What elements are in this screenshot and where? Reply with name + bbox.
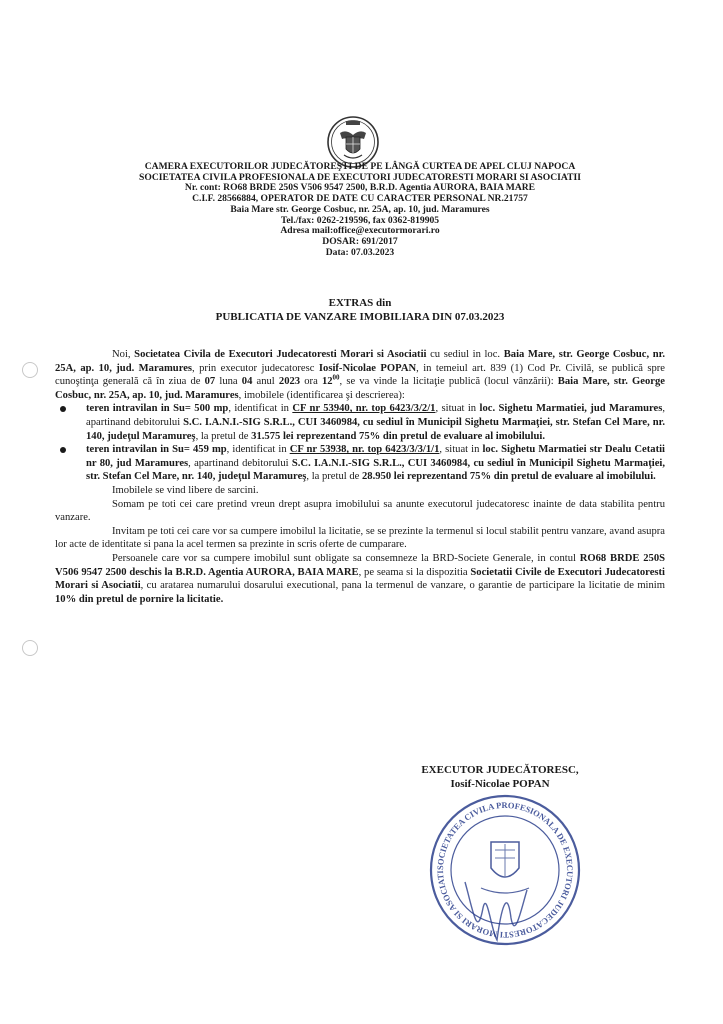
property-text: , situat in <box>439 444 483 456</box>
document-title <box>60 297 660 324</box>
intro-executor-name: Iosif-Nicolae POPAN <box>318 362 417 374</box>
bullet-icon <box>60 406 66 412</box>
guarantee-minimum: 10% din pretul de pornire la licitatie. <box>55 593 224 605</box>
guarantee-text: , pe seama si la dispozitia <box>358 566 471 578</box>
property-description: teren intravilan in Su= 459 mp <box>86 444 227 456</box>
intro-society: Societatea Civila de Executori Judecatoresti Morari si Asociatii <box>134 349 427 360</box>
intro-text: anul <box>252 376 279 388</box>
guarantee-society: Societatii Civile de Executori Judecatoresti Morari si Asociatii <box>55 566 665 592</box>
sale-year: 2023 <box>278 376 301 388</box>
property-item <box>55 402 665 443</box>
property-debtor: S.C. I.A.N.I.-SIG S.R.L., CUI 3460984, cu sediul în Municipil Sighetu Marmaţiei, str. Stefan Cel Mare, nr. 140, judeţul Maramureş <box>86 457 665 483</box>
letterhead <box>60 162 660 258</box>
guarantee-account: RO68 BRDE 250S V506 9547 2500 <box>55 552 666 578</box>
property-text: , la pretul de <box>195 430 252 442</box>
property-description: teren intravilan in Su= 500 mp <box>86 403 229 415</box>
title-line-publication: PUBLICATIA DE VANZARE IMOBILIARA DIN 07.03.2023 <box>215 310 505 323</box>
document-body <box>55 348 665 606</box>
letterhead-cif: C.I.F. 28566884, OPERATOR DE DATE CU CARACTER PERSONAL NR.21757 <box>192 193 528 205</box>
property-text: , situat in <box>435 403 480 415</box>
intro-text: , prin executor judecatoresc <box>192 362 319 374</box>
property-location: loc. Sighetu Marmatiei str Dealu Cetatii nr 80, jud Maramures <box>86 444 666 469</box>
summons-paragraph: Somam pe toti cei care pretind vreun drept asupra imobilului sa anunte executorul judecatoresc inainte de data stabilita pentru vanzare. <box>55 498 665 524</box>
property-text: , apartinand debitorului <box>86 403 666 428</box>
guarantee-bank: B.R.D. Agentia AURORA, BAIA MARE <box>175 566 359 578</box>
intro-paragraph <box>55 348 665 402</box>
property-item <box>55 443 665 484</box>
punch-hole <box>22 640 38 656</box>
invitation-paragraph: Invitam pe toti cei care vor sa cumpere imobilul la licitatie, se se prezinte la termenul si locul stabilit pentru vanzare, avand asupra lor acte de identitate si pana la acel termen sa prezinte in scris oferte de cumparare. <box>55 525 665 551</box>
property-text: , identificat in <box>228 403 293 415</box>
stamp-text: SOCIETATEA CIVILA PROFESIONALA DE EXECUTORI JUDECATORESTI MORARI SI ASOCIATI <box>434 799 576 941</box>
guarantee-text: , cu aratarea numarului dosarului executional, pana la termenul de vanzare, o garantie de participare la licitatie de minim <box>140 580 665 592</box>
intro-text: Noi, <box>112 349 135 360</box>
property-text: , la pretul de <box>306 471 362 483</box>
letterhead-address: Baia Mare str. George Cosbuc, nr. 25A, ap. 10, jud. Maramures <box>230 203 490 215</box>
letterhead-phone: Tel./fax: 0262-219596, fax 0362-819905 <box>280 214 440 226</box>
intro-text: luna <box>215 376 242 388</box>
punch-hole <box>22 362 38 378</box>
sale-minutes: 00 <box>332 373 340 382</box>
letterhead-email: Adresa mail:office@executormorari.ro <box>280 225 440 237</box>
encumbrance-paragraph: Imobilele se vind libere de sarcini. <box>112 484 259 496</box>
title-line-extras: EXTRAS din <box>328 297 392 309</box>
property-price: 31.575 lei reprezentand 75% din pretul de evaluare al imobilului. <box>251 430 545 442</box>
signature-block <box>395 764 605 791</box>
guarantee-text: deschis la <box>126 566 176 578</box>
property-text: , apartinand debitorului <box>188 457 292 469</box>
guarantee-text: Persoanele care vor sa cumpere imobilul sunt obligate sa consemneze la BRD-Societe Generale, in contul <box>112 552 580 564</box>
property-debtor: S.C. I.A.N.I.-SIG S.R.L., CUI 3460984, cu sediul în Municipil Sighetu Marmaţiei, str. Stefan Cel Mare, nr. 140, judeţul Maramureş <box>86 416 665 442</box>
property-text: , identificat in <box>226 444 290 456</box>
property-list <box>55 402 665 484</box>
property-land-register: CF nr 53940, nr. top 6423/3/2/1 <box>292 403 436 415</box>
case-number: DOSAR: 691/2017 <box>322 235 398 247</box>
sale-month: 04 <box>241 376 253 388</box>
property-land-register: CF nr 53938, nr. top 6423/3/3/1/1 <box>289 444 440 456</box>
property-price: 28.950 lei reprezentand 75% din pretul de evaluare al imobilului. <box>362 471 656 483</box>
signature-title: EXECUTOR JUDECĂTORESC, <box>421 764 579 776</box>
intro-text: , se va vinde la licitaţie publică (locul vânzării): <box>339 376 558 388</box>
property-location: loc. Sighetu Marmatiei, jud Maramures <box>479 403 663 415</box>
sale-location: Baia Mare, str. George Cosbuc, nr. 25A, ap. 10, jud. Maramures <box>55 376 665 401</box>
intro-text: , imobilele (identificarea şi descrierea): <box>238 389 405 401</box>
intro-text: , in temeiul art. 839 (1) Cod Pr. Civilă, se publică spre cunoştinţa generală că în ziua de <box>55 362 666 388</box>
letterhead-society: SOCIETATEA CIVILA PROFESIONALA DE EXECUTORI JUDECATORESTI MORARI SI ASOCIATII <box>139 171 581 183</box>
signature-name: Iosif-Nicolae POPAN <box>450 777 550 790</box>
intro-text: ora <box>300 376 322 388</box>
sale-hour: 12 <box>321 376 333 388</box>
guarantee-paragraph <box>55 552 665 606</box>
intro-text: cu sediul in loc. <box>426 349 504 360</box>
sale-day: 07 <box>204 376 216 388</box>
letterhead-chamber: CAMERA EXECUTORILOR JUDECĂTOREŞTI DE PE LÂNGĂ CURTEA DE APEL CLUJ NAPOCA <box>144 161 576 172</box>
intro-seat-address: Baia Mare, str. George Cosbuc, nr. 25A, ap. 10, jud. Maramures <box>55 349 666 374</box>
official-stamp <box>425 790 585 950</box>
letterhead-account: Nr. cont: RO68 BRDE 250S V506 9547 2500, B.R.D. Agentia AURORA, BAIA MARE <box>184 182 536 194</box>
document-date: Data: 07.03.2023 <box>325 246 395 258</box>
bullet-icon <box>60 447 66 453</box>
